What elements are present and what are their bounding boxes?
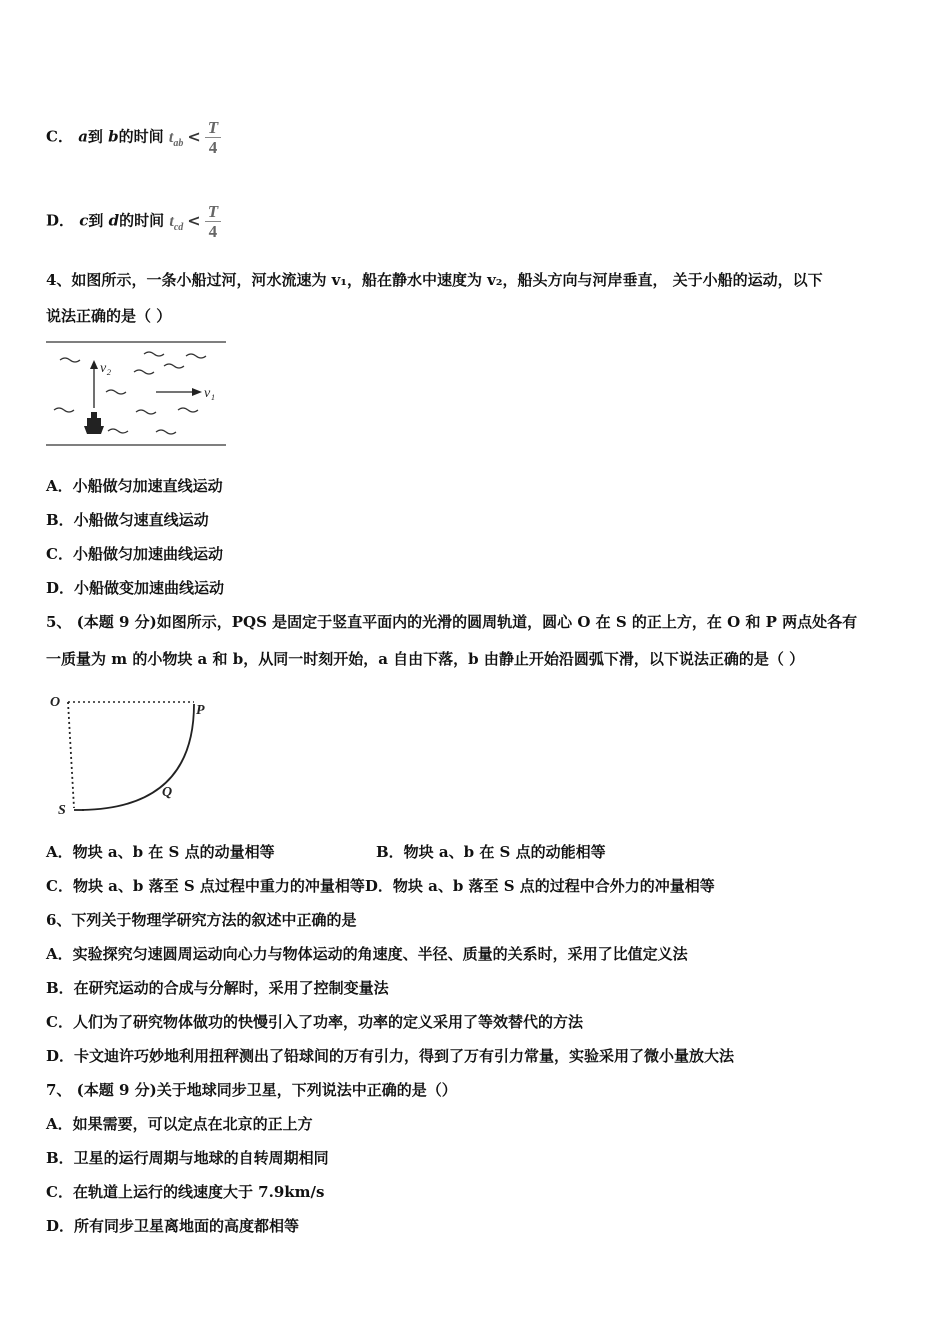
- q3-option-d: [46, 202, 221, 241]
- option-text: 的时间: [119, 211, 165, 230]
- q4-option-b: B．小船做匀速直线运动: [46, 511, 209, 529]
- option-text: 到: [88, 211, 104, 230]
- water-waves: [54, 352, 206, 434]
- time-symbol: [169, 212, 184, 233]
- q6-option-d: D．卡文迪许巧妙地利用扭秤测出了铅球间的万有引力，得到了万有引力常量，实验采用了微小量放大法: [46, 1047, 735, 1065]
- q6-stem: 6、下列关于物理学研究方法的叙述中正确的是: [46, 911, 357, 929]
- circular-track-figure: [44, 690, 214, 822]
- fraction-denominator: 4: [208, 222, 218, 241]
- q5-option-cd: C．物块 a、b 落至 S 点过程中重力的冲量相等D．物块 a、b 落至 S 点的过程中合外力的冲量相等: [46, 877, 715, 895]
- river-boat-figure: [46, 336, 228, 448]
- fraction-numerator: T: [205, 202, 221, 222]
- q5-stem-line1: 5、 (本题 9 分)如图所示，PQS 是固定于竖直平面内的光滑的圆周轨道，圆心 O 在 S 的正上方，在 O 和 P 两点处各有: [46, 613, 858, 631]
- arc-track: [82, 704, 194, 810]
- q5-stem-line2: 一质量为 m 的小物块 a 和 b，从同一时刻开始，a 自由下落，b 由静止开始沿圆弧下滑，以下说法正确的是（ ）: [46, 650, 805, 668]
- q7-option-b: B．卫星的运行周期与地球的自转周期相同: [46, 1149, 329, 1167]
- label-o: O: [50, 695, 61, 710]
- fraction-t-over-4: [205, 118, 221, 157]
- time-subscript: cd: [173, 221, 184, 233]
- q6-option-a: A．实验探究匀速圆周运动向心力与物体运动的角速度、半径、质量的关系时，采用了比值定义法: [46, 945, 688, 963]
- dotted-line-os: [68, 702, 74, 808]
- time-symbol: [168, 128, 184, 149]
- q7-option-a: A．如果需要，可以定点在北京的正上方: [46, 1115, 313, 1133]
- label-q: Q: [162, 785, 173, 800]
- fraction-denominator: 4: [208, 138, 218, 157]
- q3-option-c: [46, 118, 221, 157]
- fraction-numerator: T: [205, 118, 221, 138]
- q5-option-b: B．物块 a、b 在 S 点的动能相等: [376, 843, 606, 861]
- velocity-v1-arrow: [156, 388, 202, 396]
- boat-icon: [84, 412, 104, 434]
- option-letter: C．: [46, 127, 73, 146]
- q6-option-c: C．人们为了研究物体做功的快慢引入了功率，功率的定义采用了等效替代的方法: [46, 1013, 583, 1031]
- q7-stem: 7、 (本题 9 分)关于地球同步卫星，下列说法中正确的是（）: [46, 1081, 457, 1099]
- option-text: 到: [87, 127, 103, 146]
- q5-option-a: A．物块 a、b 在 S 点的动量相等: [46, 843, 275, 861]
- q4-option-d: D．小船做变加速曲线运动: [46, 579, 225, 597]
- label-p: P: [196, 703, 205, 718]
- less-than-sign: <: [187, 126, 201, 146]
- q4-option-a: A．小船做匀加速直线运动: [46, 477, 223, 495]
- velocity-v2-arrow: [90, 360, 98, 408]
- option-text: 的时间: [118, 127, 164, 146]
- less-than-sign: <: [187, 210, 201, 230]
- option-letter: D．: [46, 211, 75, 230]
- q4-option-c: C．小船做匀加速曲线运动: [46, 545, 223, 563]
- label-v2: v₂: [100, 361, 112, 376]
- q7-option-d: D．所有同步卫星离地面的高度都相等: [46, 1217, 300, 1235]
- q4-stem-line2: 说法正确的是（ ）: [46, 307, 172, 325]
- time-letter: t: [169, 212, 174, 230]
- point-label: b: [108, 127, 119, 146]
- q4-stem-line1: 4、如图所示，一条小船过河，河水流速为 v₁，船在静水中速度为 v₂，船头方向与河岸垂直， 关于小船的运动，以下: [46, 271, 823, 289]
- time-subscript: ab: [173, 137, 184, 149]
- point-label: c: [79, 211, 89, 230]
- label-v1: v₁: [204, 386, 216, 401]
- q7-option-c: C．在轨道上运行的线速度大于 7.9km/s: [46, 1183, 325, 1201]
- fraction-t-over-4: [205, 202, 221, 241]
- q6-option-b: B．在研究运动的合成与分解时，采用了控制变量法: [46, 979, 389, 997]
- label-s: S: [58, 803, 66, 818]
- time-letter: t: [168, 128, 174, 146]
- point-label: a: [78, 127, 88, 146]
- point-label: d: [108, 211, 120, 230]
